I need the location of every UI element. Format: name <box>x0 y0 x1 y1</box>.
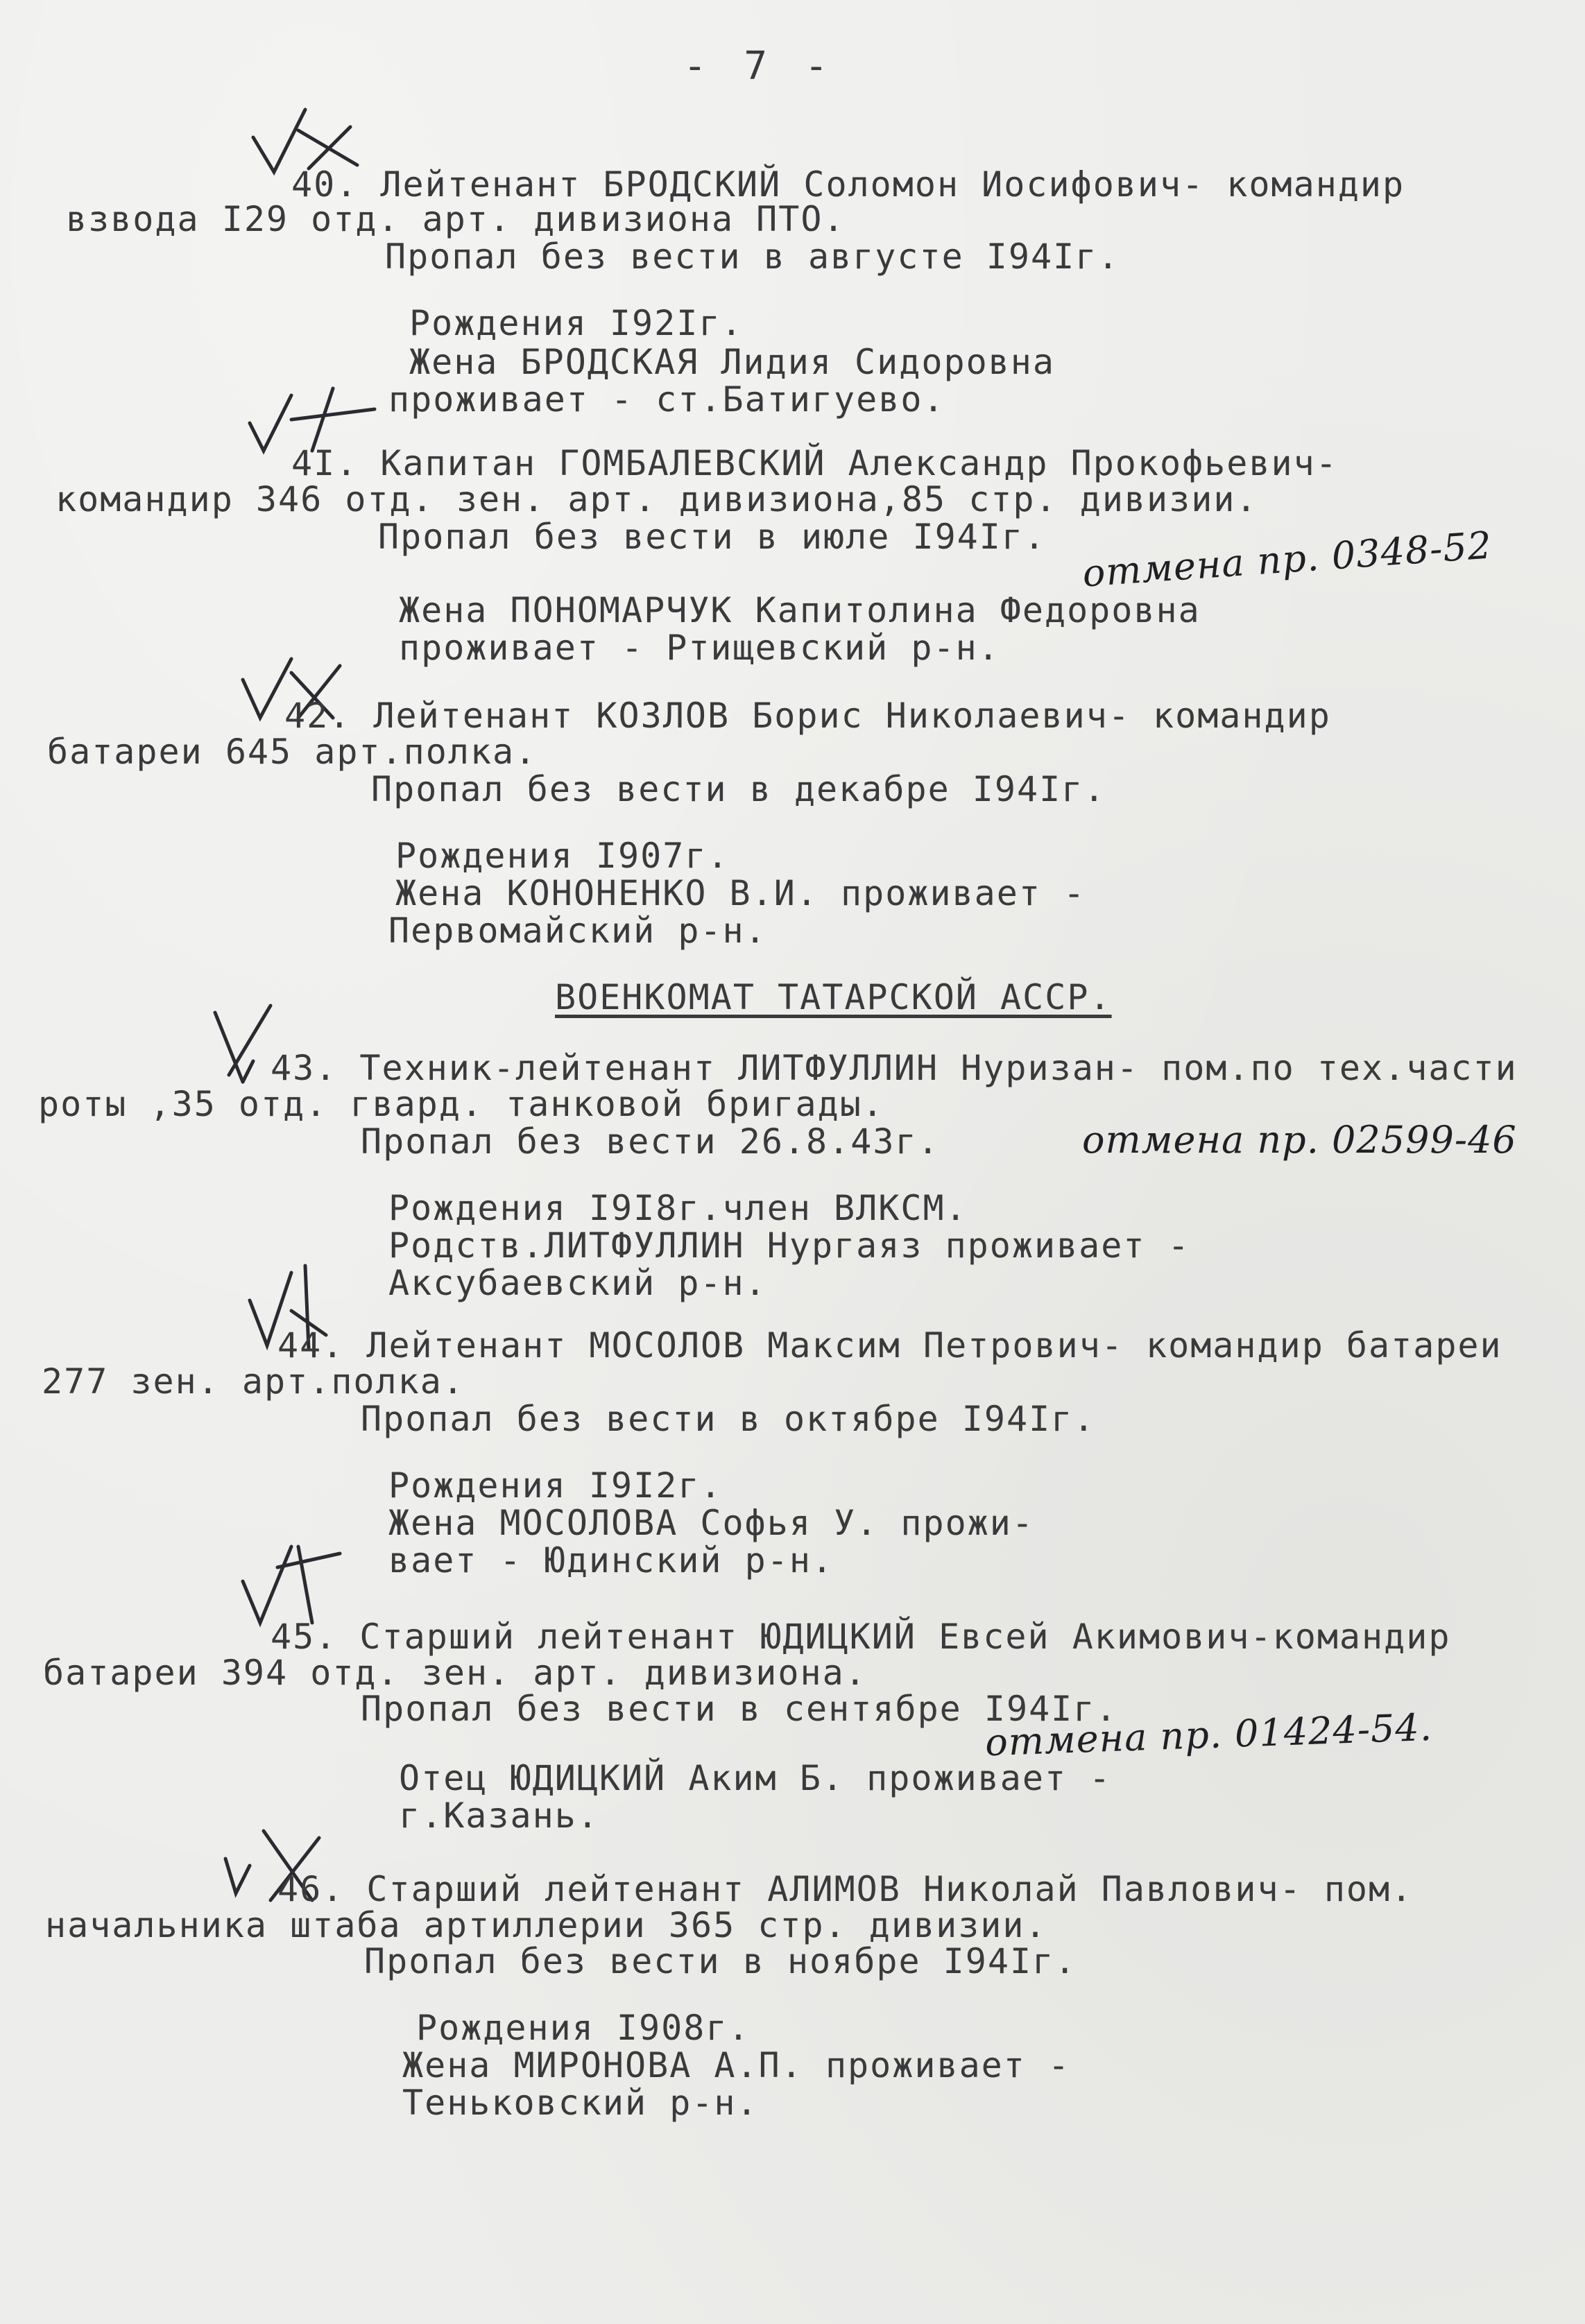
entry-detail: Жена МОСОЛОВА Софья У. прожи- <box>388 1503 1034 1543</box>
entry-detail: вает - Юдинский р-н. <box>388 1540 834 1581</box>
entry-detail: Рождения I9I8г.член ВЛКСМ. <box>388 1188 968 1228</box>
entry-unit-line: батареи 394 отд. зен. арт. дивизиона. <box>43 1653 867 1693</box>
entry-detail: Жена МИРОНОВА А.П. проживает - <box>402 2045 1071 2085</box>
entry-detail: проживает - Ртищевский р-н. <box>399 628 1000 668</box>
entry-missing-line: Пропал без вести в сентябре I94Iг. <box>361 1689 1118 1729</box>
entry-detail: Рождения I92Iг. <box>409 303 744 343</box>
entry-detail: Аксубаевский р-н. <box>388 1263 767 1303</box>
entry-missing-line: Пропал без вести в ноябре I94Iг. <box>364 1941 1077 1981</box>
handwritten-annotation: отмена пр. 0348-52 <box>1081 523 1493 596</box>
entry-detail: Жена КОНОНЕНКО В.И. проживает - <box>395 873 1086 913</box>
entry-detail: Жена БРОДСКАЯ Лидия Сидоровна <box>409 342 1055 382</box>
entry-unit-line: командир 346 отд. зен. арт. дивизиона,85 стр. дивизии. <box>55 479 1258 519</box>
entry-heading: 42. Лейтенант КОЗЛОВ Борис Николаевич- командир <box>284 696 1331 736</box>
entry-heading: 40. Лейтенант БРОДСКИЙ Соломон Иосифович- командир <box>291 164 1405 205</box>
entry-missing-line: Пропал без вести в октябре I94Iг. <box>361 1399 1096 1439</box>
entry-unit-line: начальника штаба артиллерии 365 стр. дивизии. <box>45 1905 1047 1945</box>
entry-heading: 46. Старший лейтенант АЛИМОВ Николай Павлович- пом. <box>277 1869 1414 1909</box>
entry-detail: Жена ПОНОМАРЧУК Капитолина Федоровна <box>399 590 1201 630</box>
handwritten-annotation: отмена пр. 01424-54. <box>984 1705 1433 1765</box>
entry-detail: Рождения I908г. <box>416 2008 751 2048</box>
entry-unit-line: батареи 645 арт.полка. <box>47 732 538 772</box>
entry-missing-line: Пропал без вести в августе I94Iг. <box>385 236 1120 277</box>
entry-detail: Первомайский р-н. <box>388 911 767 951</box>
entry-detail: проживает - ст.Батигуево. <box>388 379 945 420</box>
entry-missing-line: Пропал без вести в декабре I94Iг. <box>371 769 1106 809</box>
section-heading: ВОЕНКОМАТ ТАТАРСКОЙ АССР. <box>555 977 1112 1017</box>
entry-heading: 44. Лейтенант МОСОЛОВ Максим Петрович- командир батареи <box>277 1325 1502 1366</box>
entry-missing-line: Пропал без вести 26.8.43г. <box>361 1121 940 1162</box>
entry-heading: 43. Техник-лейтенант ЛИТФУЛЛИН Нуризан- пом.по тех.части <box>271 1048 1518 1088</box>
entry-heading: 45. Старший лейтенант ЮДИЦКИЙ Евсей Акимович-командир <box>271 1617 1451 1657</box>
entry-detail: Родств.ЛИТФУЛЛИН Нургаяз проживает - <box>388 1225 1190 1266</box>
entry-detail: Рождения I907г. <box>395 836 730 876</box>
page-number: - 7 - <box>683 44 835 89</box>
entry-detail: Теньковский р-н. <box>402 2083 759 2123</box>
entry-detail: Отец ЮДИЦКИЙ Аким Б. проживает - <box>399 1758 1112 1798</box>
entry-unit-line: роты ,35 отд. гвард. танковой бригады. <box>38 1084 884 1124</box>
handwritten-annotation: отмена пр. 02599-46 <box>1082 1118 1517 1162</box>
entry-unit-line: взвода I29 отд. арт. дивизиона ПТО. <box>66 199 846 239</box>
entry-missing-line: Пропал без вести в июле I94Iг. <box>378 517 1047 557</box>
entry-detail: г.Казань. <box>399 1796 599 1836</box>
entry-detail: Рождения I9I2г. <box>388 1465 723 1506</box>
entry-unit-line: 277 зен. арт.полка. <box>42 1361 465 1402</box>
entry-heading: 4I. Капитан ГОМБАЛЕВСКИЙ Александр Прокофьевич- <box>291 443 1338 483</box>
